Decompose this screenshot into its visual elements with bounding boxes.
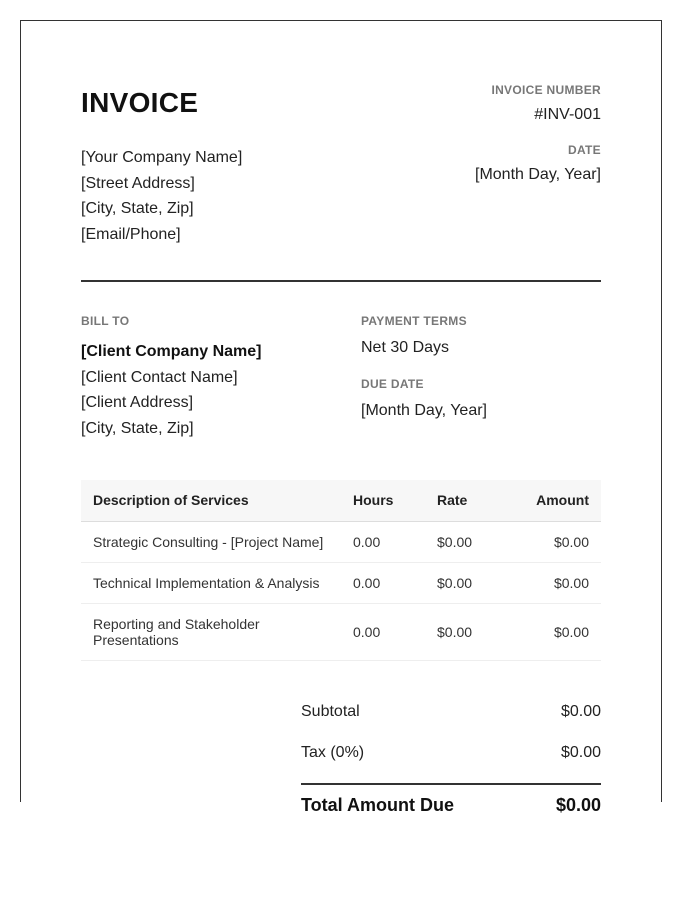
invoice-meta (475, 83, 601, 184)
row-hours: 0.00 (341, 521, 425, 562)
row-description: Reporting and Stakeholder Presentations (81, 603, 341, 660)
client-city-state-zip: [City, State, Zip] (81, 420, 194, 438)
invoice-number-value: #INV-001 (534, 106, 601, 123)
table-row (81, 603, 601, 660)
row-rate: $0.00 (425, 603, 509, 660)
row-amount: $0.00 (509, 521, 601, 562)
table-header-row (81, 480, 601, 521)
row-description: Strategic Consulting - [Project Name] (81, 521, 341, 562)
invoice-date-label: DATE (568, 143, 601, 157)
row-hours: 0.00 (341, 562, 425, 603)
sender-address (81, 145, 242, 248)
header-description: Description of Services (81, 480, 341, 521)
invoice-page (20, 20, 662, 815)
row-rate: $0.00 (425, 562, 509, 603)
sender-street: [Street Address] (81, 174, 195, 192)
subtotal-label: Subtotal (301, 702, 360, 720)
invoice-number-block (475, 83, 601, 124)
sender-contact: [Email/Phone] (81, 226, 181, 244)
invoice-date-block (475, 143, 601, 184)
due-date-label: DUE DATE (361, 377, 424, 391)
client-contact-name: [Client Contact Name] (81, 368, 238, 386)
subtotal-value: $0.00 (560, 702, 601, 720)
header-amount: Amount (509, 480, 601, 521)
row-hours: 0.00 (341, 603, 425, 660)
due-date-value: [Month Day, Year] (361, 402, 487, 419)
bill-to-label: BILL TO (81, 314, 130, 328)
row-description: Technical Implementation & Analysis (81, 562, 341, 603)
bill-to-address (81, 339, 341, 442)
payment-terms-label: PAYMENT TERMS (361, 314, 467, 328)
tax-row (301, 732, 601, 773)
payment-section (361, 314, 601, 420)
invoice-date-value: [Month Day, Year] (475, 166, 601, 183)
header-hours: Hours (341, 480, 425, 521)
total-due-row (301, 785, 601, 825)
total-due-value: $0.00 (555, 794, 601, 815)
header-rate: Rate (425, 480, 509, 521)
client-address: [Client Address] (81, 394, 194, 412)
tax-label: Tax (0%) (301, 743, 365, 761)
invoice-title: INVOICE (81, 87, 199, 118)
total-due-label: Total Amount Due (301, 794, 454, 815)
invoice-number-label: INVOICE NUMBER (491, 83, 601, 97)
subtotal-row (301, 691, 601, 732)
sender-city-state-zip: [City, State, Zip] (81, 200, 194, 218)
table-row (81, 562, 601, 603)
table-row (81, 521, 601, 562)
sender-company-name: [Your Company Name] (81, 149, 243, 166)
header-divider (81, 280, 601, 282)
totals-section (301, 691, 601, 825)
payment-terms-value: Net 30 Days (361, 339, 450, 356)
row-rate: $0.00 (425, 521, 509, 562)
row-amount: $0.00 (509, 603, 601, 660)
bill-to-section (81, 314, 341, 442)
client-company-name: [Client Company Name] (81, 343, 262, 360)
row-amount: $0.00 (509, 562, 601, 603)
payment-terms-block (361, 314, 601, 357)
services-table (81, 480, 601, 661)
tax-value: $0.00 (560, 743, 601, 761)
invoice-header (81, 21, 601, 261)
due-date-block (361, 377, 601, 420)
